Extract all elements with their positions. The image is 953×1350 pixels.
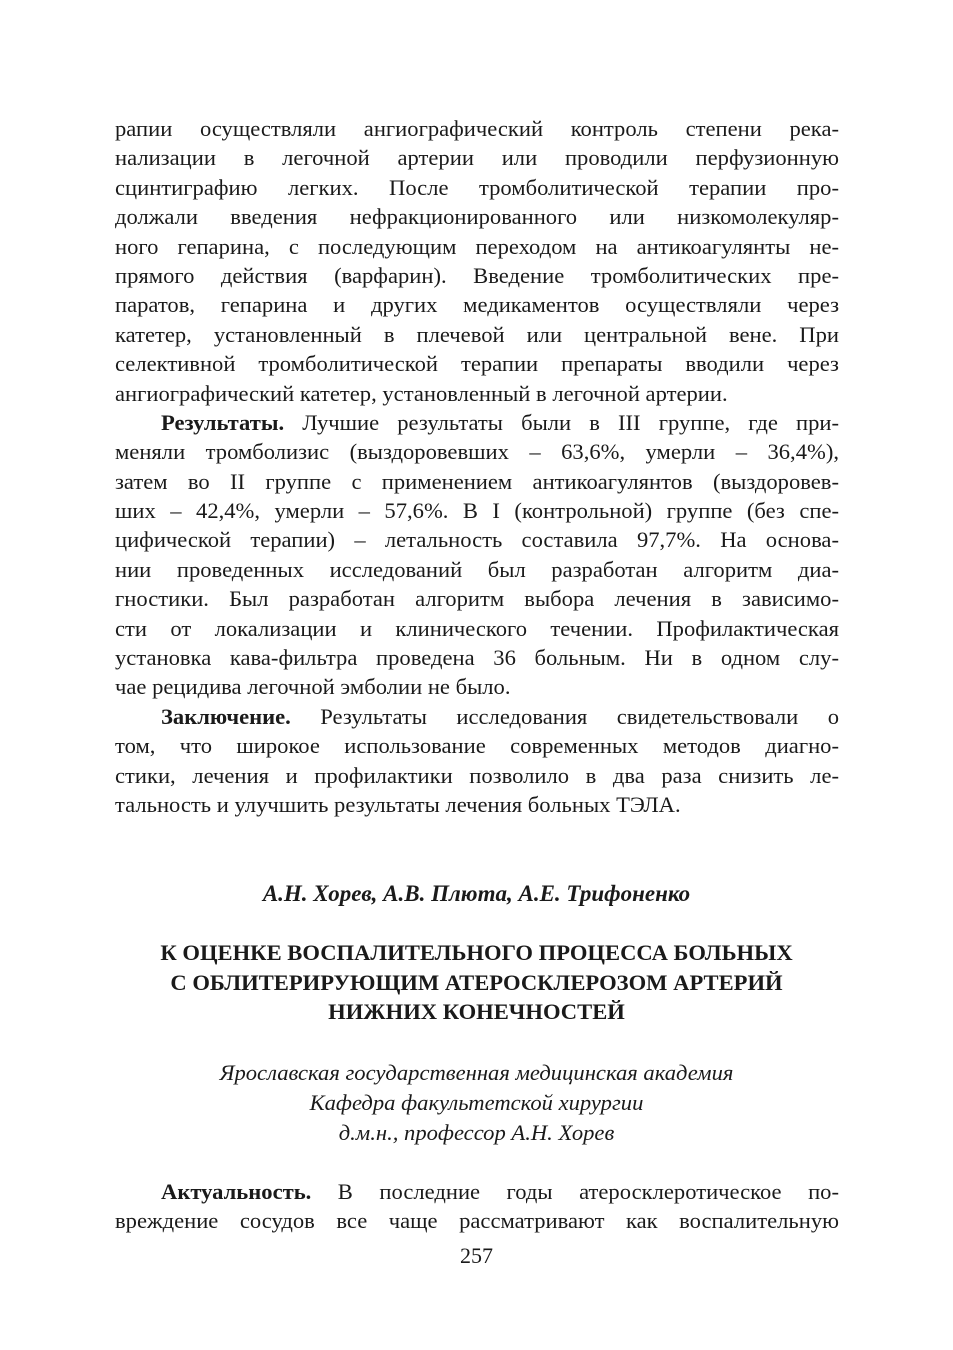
results-heading: Результаты. [161, 409, 285, 435]
text-line: рапии осуществляли ангиографический контроль степени река- [115, 116, 839, 141]
text-line: должали введения нефракционированного или низкомолекуляр- [115, 204, 839, 230]
title-line: С ОБЛИТЕРИРУЮЩИМ АТЕРОСКЛЕРОЗОМ АРТЕРИЙ [170, 969, 783, 995]
page-number: 257 [460, 1243, 493, 1268]
results-first-line [115, 408, 839, 437]
text-line: сти от локализации и клинического течении. Профилактическая [115, 615, 839, 641]
text-line: ного гепарина, с последующим переходом на антикоагулянты не- [115, 233, 839, 259]
text-line: гностики. Был разработан алгоритм выбора лечения в зависимо- [115, 586, 839, 612]
text-line: стики, лечения и профилактики позволило в два раза снизить ле- [115, 762, 839, 788]
text-line: прямого действия (варфарин). Введение тромболитических пре- [115, 262, 839, 288]
title-line: НИЖНИХ КОНЕЧНОСТЕЙ [328, 999, 625, 1024]
conclusion-heading: Заключение. [161, 703, 291, 729]
text-line: нии проведенных исследований был разработан алгоритм диа- [115, 556, 839, 582]
text-line: селективной тромболитической терапии препараты вводили через [115, 351, 839, 377]
text-line: установка кава-фильтра проведена 36 больным. Ни в одном слу- [115, 645, 839, 671]
relevance-heading: Актуальность. [161, 1179, 312, 1204]
body-text [115, 114, 839, 819]
affiliation [0, 1058, 953, 1148]
relevance-first-text: В последние годы атеросклеротическое по- [311, 1179, 839, 1204]
affiliation-line: д.м.н., профессор А.Н. Хорев [338, 1120, 615, 1145]
text-line: катетер, установленный в плечевой или центральной вене. При [115, 321, 839, 347]
text-line: нализации в легочной артерии или проводили перфузионную [115, 145, 839, 171]
relevance-text [115, 1177, 839, 1236]
article-authors: А.Н. Хорев, А.В. Плюта, А.Е. Трифоненко [262, 881, 691, 906]
text-line: ангиографический катетер, установленный в легочной артерии. [115, 380, 728, 406]
text-line: сцинтиграфию легких. После тромболитической терапии про- [115, 174, 839, 200]
text-line: цифической терапии) – летальность составила 97,7%. На основа- [115, 527, 839, 553]
article-title [0, 938, 953, 1027]
conclusion-first-line [115, 702, 839, 731]
affiliation-line: Ярославская государственная медицинская академия [219, 1060, 734, 1085]
results-first-text: Лучшие результаты были в III группе, где при- [284, 409, 839, 435]
conclusion-first-text: Результаты исследования свидетельствовали о [290, 703, 839, 729]
text-line: вреждение сосудов все чаще рассматривают как воспалительную [115, 1208, 839, 1234]
text-line: тальность и улучшить результаты лечения больных ТЭЛА. [115, 791, 681, 817]
text-line: чае рецидива легочной эмболии не было. [115, 674, 511, 700]
relevance-first-line [115, 1177, 839, 1206]
text-line: ших – 42,4%, умерли – 57,6%. В I (контрольной) группе (без спе- [115, 498, 839, 524]
affiliation-line: Кафедра факультетской хирургии [309, 1090, 644, 1115]
text-line: меняли тромболизис (выздоровевших – 63,6%, умерли – 36,4%), [115, 439, 839, 465]
text-line: паратов, гепарина и других медикаментов осуществляли через [115, 292, 839, 318]
title-line: К ОЦЕНКЕ ВОСПАЛИТЕЛЬНОГО ПРОЦЕССА БОЛЬНЫХ [160, 940, 793, 965]
text-line: затем во II группе с применением антикоагулянтов (выздоровев- [115, 468, 839, 494]
text-line: том, что широкое использование современных методов диагно- [115, 733, 839, 759]
